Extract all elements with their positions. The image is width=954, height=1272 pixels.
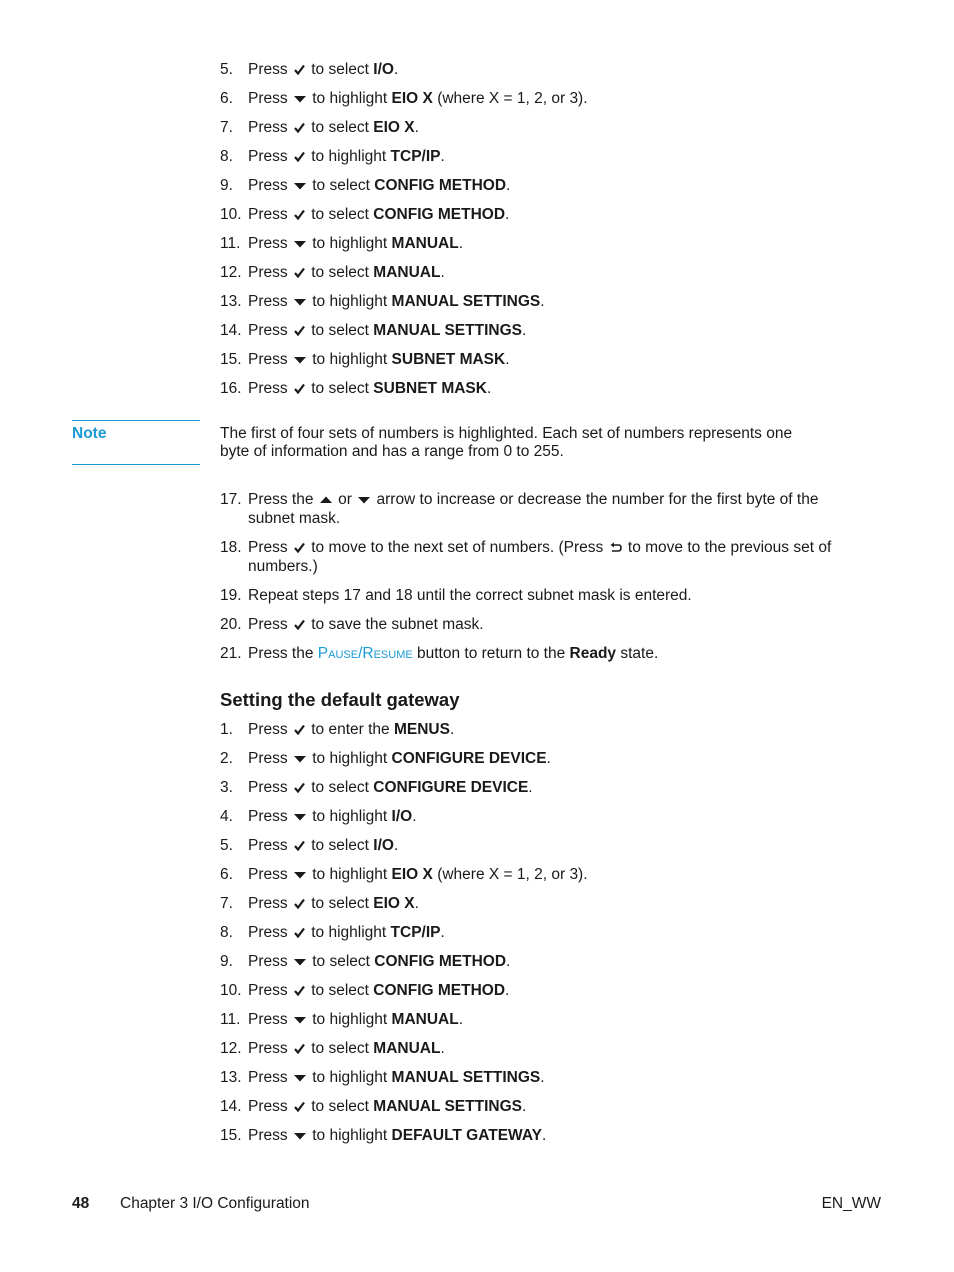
- step-text-run: .: [506, 177, 511, 194]
- footer-page-number: 48: [72, 1195, 90, 1212]
- step-text-run: .: [393, 61, 399, 78]
- list-item: [220, 982, 588, 1011]
- step-number: 7.: [220, 119, 233, 136]
- step-text-run: to highlight: [307, 351, 392, 368]
- down-arrow-icon: [294, 240, 306, 248]
- step-text-run: state.: [616, 645, 659, 662]
- steps-list-subnet-entry: [220, 490, 845, 673]
- menu-term: MANUAL: [373, 1040, 441, 1057]
- step-text-run: to select: [307, 953, 375, 970]
- step-text: [248, 1040, 445, 1057]
- step-number: 18.: [220, 539, 242, 556]
- step-text-run: to move to the next set of numbers. (Press: [306, 539, 608, 556]
- menu-term: MANUAL: [391, 1011, 459, 1028]
- step-text-run: to select: [306, 61, 374, 78]
- step-text: [248, 779, 533, 796]
- step-text: [248, 982, 509, 999]
- step-text-run: .: [540, 1069, 545, 1086]
- step-text: [248, 322, 526, 339]
- list-item: [220, 866, 588, 895]
- list-item: [220, 61, 588, 90]
- steps-list-subnet: [220, 61, 588, 409]
- check-icon: [294, 1101, 305, 1112]
- step-text-run: to highlight: [307, 750, 392, 767]
- list-item: [220, 177, 588, 206]
- list-item: [220, 953, 588, 982]
- step-text-run: Press: [248, 779, 292, 796]
- step-text-run: to select: [306, 264, 374, 281]
- step-number: 7.: [220, 895, 233, 912]
- step-text-run: Press: [248, 953, 292, 970]
- step-text-run: Press: [248, 539, 292, 556]
- step-text-run: Press the: [248, 645, 318, 662]
- list-item: [220, 490, 845, 528]
- list-item: [220, 1069, 588, 1098]
- menu-term: MANUAL: [391, 235, 459, 252]
- menu-term: EIO X: [373, 119, 415, 136]
- step-number: 21.: [220, 645, 242, 662]
- step-number: 13.: [220, 293, 242, 310]
- step-text: [248, 750, 551, 767]
- step-text: [248, 924, 445, 941]
- list-item: [220, 235, 588, 264]
- step-text-run: to highlight: [307, 808, 392, 825]
- step-text: [248, 1127, 546, 1144]
- down-arrow-icon: [294, 356, 306, 364]
- menu-term: CONFIG METHOD: [373, 206, 506, 223]
- step-text: [248, 119, 419, 136]
- step-text-run: to save the subnet mask.: [306, 616, 484, 633]
- step-text-run: Repeat steps 17 and 18 until the correct subnet mask is entered.: [248, 587, 692, 604]
- down-arrow-icon: [294, 958, 306, 966]
- menu-term: MANUAL SETTINGS: [391, 293, 541, 310]
- step-text-run: to select: [306, 119, 374, 136]
- step-text-run: Press: [248, 351, 292, 368]
- check-icon: [294, 325, 305, 336]
- step-text-run: button to return to the: [412, 645, 570, 662]
- down-arrow-icon: [294, 813, 306, 821]
- step-text-run: Press: [248, 61, 292, 78]
- down-arrow-icon: [294, 1016, 306, 1024]
- step-text-run: Press: [248, 1127, 292, 1144]
- step-text-run: .: [521, 1098, 527, 1115]
- step-text-run: (where X = 1, 2, or 3).: [432, 90, 588, 107]
- step-text-run: .: [440, 1040, 445, 1057]
- step-text-run: .: [440, 924, 445, 941]
- list-item: [220, 808, 588, 837]
- menu-term: MANUAL SETTINGS: [391, 1069, 541, 1086]
- list-item: [220, 895, 588, 924]
- step-text: [248, 206, 509, 223]
- list-item: [220, 644, 845, 663]
- step-number: 8.: [220, 924, 233, 941]
- step-text-run: to enter the: [306, 721, 394, 738]
- step-text: [248, 1069, 545, 1086]
- step-text-run: Press: [248, 177, 292, 194]
- check-icon: [294, 619, 305, 630]
- step-number: 11.: [220, 1011, 241, 1028]
- step-text-run: to select: [307, 177, 375, 194]
- step-text-run: Press: [248, 264, 292, 281]
- menu-term: TCP/IP: [390, 924, 441, 941]
- step-number: 20.: [220, 616, 242, 633]
- step-text: [248, 645, 658, 662]
- step-text: [248, 1011, 463, 1028]
- step-text: [248, 380, 491, 397]
- menu-term: MANUAL SETTINGS: [373, 1098, 522, 1115]
- step-number: 6.: [220, 866, 233, 883]
- step-number: 9.: [220, 953, 233, 970]
- button-name: Pause/Resume: [317, 645, 413, 662]
- list-item: [220, 837, 588, 866]
- step-number: 9.: [220, 177, 233, 194]
- step-text-run: to select: [306, 322, 374, 339]
- step-number: 14.: [220, 322, 242, 339]
- step-text-run: to highlight: [307, 866, 392, 883]
- step-text-run: Press: [248, 1069, 292, 1086]
- footer-edition: EN_WW: [821, 1195, 881, 1212]
- step-number: 5.: [220, 61, 233, 78]
- step-text-run: Press: [248, 1011, 292, 1028]
- step-text-run: to select: [306, 206, 374, 223]
- step-text-run: .: [440, 264, 445, 281]
- check-icon: [294, 898, 305, 909]
- menu-term: Ready: [569, 645, 617, 662]
- check-icon: [294, 985, 305, 996]
- list-item: [220, 615, 845, 634]
- step-text-run: Press: [248, 90, 292, 107]
- section-heading: Setting the default gateway: [220, 689, 460, 710]
- step-text-run: .: [505, 982, 510, 999]
- step-text-run: Press: [248, 721, 292, 738]
- step-text: [248, 539, 831, 575]
- step-number: 5.: [220, 837, 233, 854]
- list-item: [220, 90, 588, 119]
- step-text: [248, 808, 417, 825]
- menu-term: CONFIGURE DEVICE: [373, 779, 529, 796]
- note-label: Note: [72, 425, 107, 442]
- step-text-run: Press: [248, 837, 292, 854]
- step-text-run: to highlight: [307, 293, 392, 310]
- step-text-run: Press: [248, 924, 292, 941]
- list-item: [220, 322, 588, 351]
- down-arrow-icon: [294, 871, 306, 879]
- step-text-run: to highlight: [307, 1069, 392, 1086]
- step-text: [248, 895, 419, 912]
- step-text-run: .: [486, 380, 492, 397]
- down-arrow-icon: [294, 1074, 306, 1082]
- list-item: [220, 924, 588, 953]
- step-text-run: Press: [248, 206, 292, 223]
- menu-term: MENUS: [393, 721, 450, 738]
- footer-chapter: Chapter 3 I/O Configuration: [120, 1195, 310, 1212]
- step-text-run: to highlight: [306, 924, 391, 941]
- step-number: 8.: [220, 148, 233, 165]
- step-text-run: to highlight: [307, 1011, 392, 1028]
- list-item: [220, 586, 845, 605]
- step-number: 13.: [220, 1069, 242, 1086]
- check-icon: [294, 267, 305, 278]
- menu-term: CONFIG METHOD: [373, 982, 506, 999]
- step-text-run: .: [449, 721, 455, 738]
- list-item: [220, 206, 588, 235]
- list-item: [220, 1098, 588, 1127]
- check-icon: [294, 64, 305, 75]
- step-text: [248, 616, 484, 633]
- step-number: 12.: [220, 264, 242, 281]
- step-text-run: to move to the previous set of numbers.): [248, 539, 832, 575]
- step-text-run: Press: [248, 750, 292, 767]
- step-number: 19.: [220, 587, 242, 604]
- step-text: [248, 866, 588, 883]
- step-number: 10.: [220, 982, 242, 999]
- step-text-run: .: [505, 206, 510, 223]
- step-text-run: .: [540, 293, 545, 310]
- step-text: [248, 491, 818, 527]
- down-arrow-icon: [294, 182, 306, 190]
- step-text-run: Press: [248, 322, 292, 339]
- list-item: [220, 119, 588, 148]
- list-item: [220, 750, 588, 779]
- check-icon: [294, 542, 305, 553]
- step-number: 15.: [220, 1127, 242, 1144]
- step-text-run: Press the: [248, 491, 318, 508]
- step-text: [248, 721, 454, 738]
- check-icon: [294, 1043, 305, 1054]
- step-text: [248, 264, 445, 281]
- menu-term: SUBNET MASK: [373, 380, 487, 397]
- step-text-run: .: [541, 1127, 547, 1144]
- step-number: 12.: [220, 1040, 242, 1057]
- note-bottom-rule: [72, 464, 200, 465]
- list-item: [220, 351, 588, 380]
- step-text-run: to select: [306, 1040, 374, 1057]
- menu-term: I/O: [373, 837, 394, 854]
- list-item: [220, 779, 588, 808]
- step-text: [248, 235, 463, 252]
- step-text-run: .: [458, 235, 463, 252]
- step-text-run: .: [393, 837, 399, 854]
- step-text-run: or: [333, 491, 357, 508]
- step-text-run: .: [414, 895, 419, 912]
- step-text-run: to highlight: [307, 1127, 392, 1144]
- step-text-run: .: [528, 779, 533, 796]
- list-item: [220, 264, 588, 293]
- step-text-run: .: [506, 953, 511, 970]
- step-text-run: to select: [306, 982, 374, 999]
- check-icon: [294, 151, 305, 162]
- step-text: [248, 1098, 526, 1115]
- down-arrow-icon: [294, 1132, 306, 1140]
- menu-term: SUBNET MASK: [391, 351, 506, 368]
- steps-list-gateway: [220, 721, 588, 1156]
- menu-term: CONFIG METHOD: [374, 953, 507, 970]
- step-number: 1.: [220, 721, 233, 738]
- menu-term: I/O: [391, 808, 413, 825]
- step-text: [248, 953, 510, 970]
- list-item: [220, 538, 845, 576]
- step-text-run: .: [414, 119, 419, 136]
- up-arrow-icon: [320, 496, 332, 504]
- step-number: 6.: [220, 90, 233, 107]
- step-text-run: Press: [248, 808, 292, 825]
- check-icon: [294, 724, 305, 735]
- step-text-run: .: [412, 808, 417, 825]
- step-text-run: Press: [248, 119, 292, 136]
- step-text-run: Press: [248, 293, 292, 310]
- menu-term: TCP/IP: [390, 148, 441, 165]
- menu-term: CONFIGURE DEVICE: [391, 750, 547, 767]
- menu-term: I/O: [373, 61, 394, 78]
- check-icon: [294, 927, 305, 938]
- step-text-run: (where X = 1, 2, or 3).: [432, 866, 588, 883]
- step-text: [248, 90, 588, 107]
- step-text-run: .: [440, 148, 445, 165]
- check-icon: [294, 209, 305, 220]
- menu-term: DEFAULT GATEWAY: [391, 1127, 542, 1144]
- step-text: [248, 351, 510, 368]
- step-text-run: Press: [248, 866, 292, 883]
- step-number: 10.: [220, 206, 242, 223]
- step-text-run: .: [546, 750, 551, 767]
- step-number: 4.: [220, 808, 233, 825]
- step-text-run: Press: [248, 1098, 292, 1115]
- step-text-run: to select: [306, 1098, 374, 1115]
- check-icon: [294, 383, 305, 394]
- menu-term: MANUAL: [373, 264, 441, 281]
- step-text-run: .: [458, 1011, 463, 1028]
- step-text-run: .: [521, 322, 527, 339]
- down-arrow-icon: [358, 496, 370, 504]
- step-text-run: to highlight: [307, 90, 392, 107]
- step-number: 17.: [220, 491, 242, 508]
- step-text: [248, 177, 510, 194]
- check-icon: [294, 840, 305, 851]
- step-text-run: Press: [248, 982, 292, 999]
- back-icon: [610, 542, 622, 553]
- list-item: [220, 293, 588, 322]
- step-number: 14.: [220, 1098, 242, 1115]
- step-text-run: Press: [248, 235, 292, 252]
- step-number: 3.: [220, 779, 233, 796]
- step-text-run: to select: [306, 380, 374, 397]
- list-item: [220, 721, 588, 750]
- step-text-run: .: [505, 351, 510, 368]
- step-number: 15.: [220, 351, 242, 368]
- list-item: [220, 1040, 588, 1069]
- step-text-run: to highlight: [306, 148, 391, 165]
- step-text-run: to select: [306, 779, 374, 796]
- step-text-run: Press: [248, 895, 292, 912]
- check-icon: [294, 122, 305, 133]
- list-item: [220, 148, 588, 177]
- step-number: 16.: [220, 380, 242, 397]
- menu-term: EIO X: [391, 866, 433, 883]
- step-text: [248, 837, 398, 854]
- step-number: 2.: [220, 750, 233, 767]
- step-text-run: to highlight: [307, 235, 392, 252]
- step-text: [248, 293, 545, 310]
- menu-term: MANUAL SETTINGS: [373, 322, 522, 339]
- step-text: [248, 587, 692, 604]
- menu-term: EIO X: [373, 895, 415, 912]
- menu-term: CONFIG METHOD: [374, 177, 507, 194]
- step-text-run: Press: [248, 1040, 292, 1057]
- step-number: 11.: [220, 235, 241, 252]
- note-top-rule: [72, 420, 200, 421]
- step-text: [248, 148, 445, 165]
- step-text-run: to select: [306, 895, 374, 912]
- step-text-run: Press: [248, 616, 292, 633]
- down-arrow-icon: [294, 755, 306, 763]
- check-icon: [294, 782, 305, 793]
- step-text-run: to select: [306, 837, 374, 854]
- note-text: The first of four sets of numbers is highlighted. Each set of numbers represents one byte of information and has a range from 0 to 255.: [220, 425, 793, 460]
- step-text-run: arrow to increase or decrease the number for the first byte of the subnet mask.: [248, 491, 819, 527]
- step-text: [248, 61, 398, 78]
- down-arrow-icon: [294, 95, 306, 103]
- down-arrow-icon: [294, 298, 306, 306]
- list-item: [220, 380, 588, 409]
- menu-term: EIO X: [391, 90, 433, 107]
- step-text-run: Press: [248, 380, 292, 397]
- list-item: [220, 1127, 588, 1156]
- step-text-run: Press: [248, 148, 292, 165]
- list-item: [220, 1011, 588, 1040]
